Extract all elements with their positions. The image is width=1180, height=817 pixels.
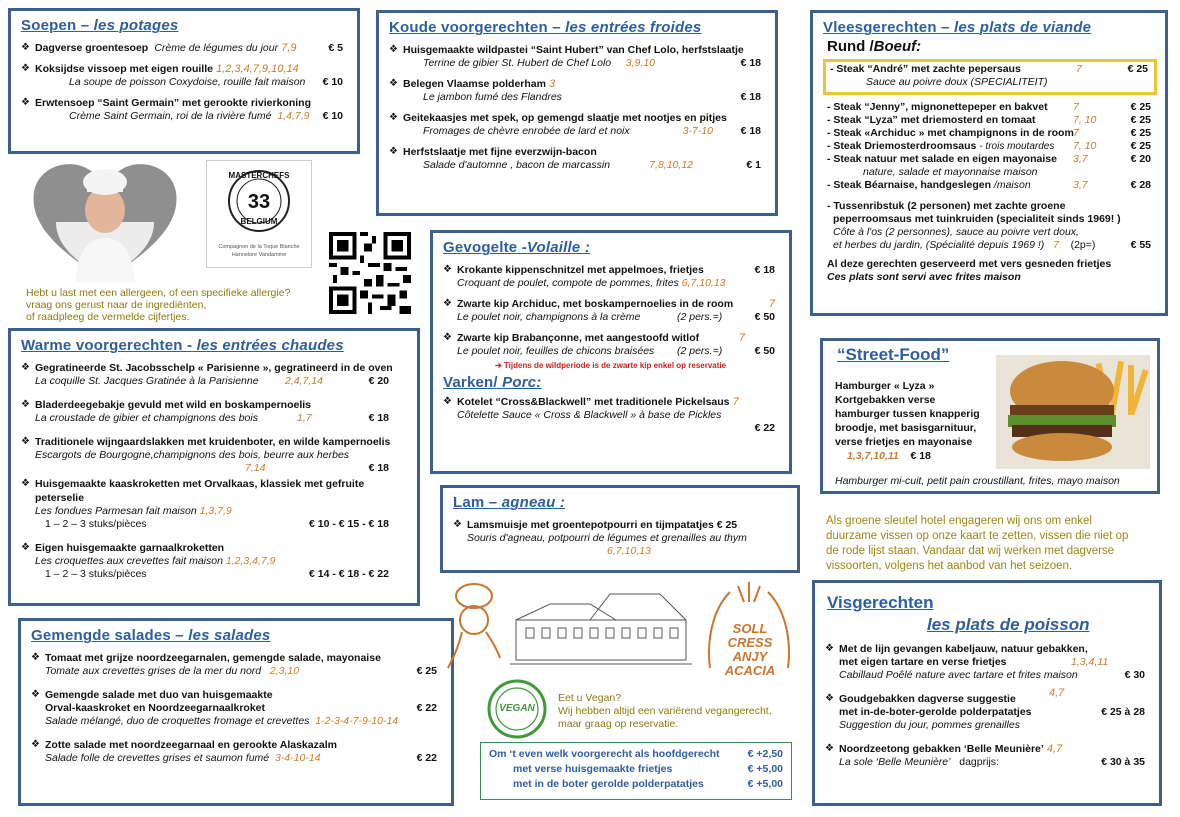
lamb-title: Lam – agneau : <box>453 494 566 511</box>
qr-code[interactable] <box>329 232 411 314</box>
poultry-section <box>430 230 792 474</box>
masterchefs-badge <box>206 160 312 268</box>
streetfood-title: “Street-Food” <box>837 345 950 364</box>
cold-starters-title: Koude voorgerechten – les entrées froides <box>389 19 702 36</box>
menu-item: ❖ Kotelet “Cross&Blackwell” met traditionele Pickelsaus 7 Côtelette Sauce « Cross & Blackwell » à base de Pickles € 22 <box>443 396 775 434</box>
menu-item: ❖ Geitekaasjes met spek, op gemengd slaatje met nootjes en pitjes Fromages de chèvre enrobée de lard et noix 3-7-10 € 18 <box>389 112 761 137</box>
menu-item: ❖ Bladerdeegebakje gevuld met wild en boskampernoelis La croustade de gibier et champignons des bois 1,7 € 18 <box>21 399 389 424</box>
salads-section <box>18 618 454 806</box>
menu-item: ❖ Zwarte kip Brabançonne, met aangestoofd witlof 7 Le poulet noir, feuilles de chicons braisées (2 pers.=) € 50 <box>443 332 775 357</box>
badge-line2: BELGIUM <box>240 217 278 226</box>
supplement-row: met verse huisgemaakte frietjes € +5,00 <box>513 763 783 775</box>
steak-row: - Steak «Archiduc » met champignons in de room 7 € 25 <box>827 127 1151 139</box>
menu-item: ❖ Huisgemaakte kaaskroketten met Orvalkaas, klassiek met gefruite peterselie Les fondues Parmesan fait maison 1,3,7,9 1 – 2 – 3 stuks/pièces € 10 - € 15 - € 18 <box>21 478 389 530</box>
warm-starters-title: Warme voorgerechten - les entrées chaudes <box>21 337 344 354</box>
acacia-logo-text: SOLL CRESS ANJY ACACIA <box>724 621 776 678</box>
fish-subtitle: les plats de poisson <box>927 615 1090 634</box>
menu-item: ❖ Dagverse groentesoep Crème de légumes du jour 7,9 € 5 <box>21 42 343 54</box>
menu-item: ❖ Met de lijn gevangen kabeljauw, natuur gebakken, met eigen tartare en verse frietjes 1,3,4,11 Cabillaud Poêlé nature avec tartare et frites maison € 30 <box>825 643 1145 681</box>
badge-number: 33 <box>247 191 271 213</box>
menu-item: ❖ Gemengde salade met duo van huisgemaakte Orval-kaaskroket en Noordzeegarnaalkroket € 22 Salade mélangé, duo de croquettes fromage et crevettes 1-2-3-4-7-9-10-14 <box>31 689 437 727</box>
supplements-box <box>480 742 792 800</box>
poultry-note: ➔ Tijdens de wildperiode is de zwarte kip enkel op reservatie <box>495 361 727 370</box>
vegan-note: Eet u Vegan? Wij hebben altijd een variërend vegangerecht, maar graag op reservatie. <box>558 692 772 730</box>
steak-row: - Steak Béarnaise, handgeslegen /maison 3,7 € 28 <box>827 179 1151 191</box>
badge-line1: MASTERCHEFS <box>228 171 290 180</box>
cold-starters-section <box>376 10 778 216</box>
badge-caption: Compagnon de la Toque Blanche Hannelore Vandamme <box>218 244 300 258</box>
menu-item: ❖ Tomaat met grijze noordzeegarnalen, gemengde salade, mayonaise Tomate aux crevettes grises de la mer du nord 2,3,10 € 25 <box>31 652 437 677</box>
rib-row: - Tussenribstuk (2 personen) met zachte groene <box>827 200 1066 212</box>
menu-item: ❖ Erwtensoep “Saint Germain” met gerookte rivierkoning Crème Saint Germain, roi de la rivière fumé 1,4,7,9 € 10 <box>21 97 343 122</box>
burger-photo <box>996 355 1150 469</box>
steak-row: - Steak Driemosterdroomsaus - trois moutardes 7, 10 € 25 <box>827 140 1151 152</box>
menu-item: ❖ Traditionele wijngaardslakken met kruidenboter, en wilde kampernoelis Escargots de Bourgogne,champignons des bois, beurre aux herbes 7,14 € 18 <box>21 436 391 474</box>
warm-starters-section <box>8 328 420 606</box>
fish-title: Visgerechten <box>827 593 934 612</box>
meat-title: Vleesgerechten – les plats de viande <box>823 19 1092 36</box>
pork-title: Varken/ Porc: <box>443 374 542 391</box>
meat-section: Vleesgerechten – les plats de viande Rund /Boeuf: - Steak “André” met zachte pepersaus 7 € 25 Sauce au poivre doux (SPECIALITEIT) - Steak “Jenny”, mignonettepeper en bakvet 7 € 25 - Steak “Lyza” met driemosterd en tomaat 7, 10 € 25 - Steak «Archiduc » met champignons in de room 7 € 25 - Steak Driemosterdroomsaus - trois moutardes 7, 10 € 25 - Steak natuur met salade en eigen mayonaise 3,7 € 20 nature, salade et mayonnaise maison - Steak Béarnaise, handgeslegen /maison 3,7 € 28 - Tussenribstuk (2 personen) met zachte groene peperroomsaus met tuinkruiden (specialiteit sinds 1969! ) Côte à l'os (2 personnes), sauce au poivre vert doux, et herbes du jardin, (Spécialité depuis 1969 !) 7 (2p=) € 55 Al deze gerechten geserveerd met vers gesneden frietjes Ces plats sont servi avec frites maison <box>810 10 1168 316</box>
menu-item: ❖ Herfstslaatje met fijne everzwijn-bacon Salade d'automne , bacon de marcassin 7,8,10,12 € 1 <box>389 146 761 171</box>
menu-item: ❖ Koksijdse vissoep met eigen rouille 1,2,3,4,7,9,10,14 La soupe de poisson Coxydoise, rouille fait maison € 10 <box>21 63 343 88</box>
steak-row: - Steak “Jenny”, mignonettepeper en bakvet 7 € 25 <box>827 101 1151 113</box>
supplement-row: Om ‘t even welk voorgerecht als hoofdgerecht € +2,50 <box>489 748 783 760</box>
menu-item: ❖ Noordzeetong gebakken ‘Belle Meunière’ 4,7 La sole ‘Belle Meunière’ dagprijs: € 30 à 35 <box>825 743 1145 768</box>
menu-item: ❖ Belegen Vlaamse polderham 3 Le jambon fumé des Flandres € 18 <box>389 78 761 103</box>
fish-section <box>812 580 1162 806</box>
menu-item: ❖ Goudgebakken dagverse suggestie 4,7 met in-de-boter-gerolde polderpatatjes € 25 à 28 Suggestion du jour, pommes grenailles <box>825 687 1145 731</box>
vegan-badge-label: VEGAN <box>499 703 535 714</box>
soups-section <box>8 8 360 154</box>
menu-item: ❖ Zotte salade met noordzeegarnaal en gerookte Alaskazalm Salade folle de crevettes grises et saumon fumé 3-4-10-14 € 22 <box>31 739 437 764</box>
hotel-sketch <box>440 572 700 672</box>
soups-title: Soepen – les potages <box>21 17 179 34</box>
special-steak: - Steak “André” met zachte pepersaus 7 € 25 Sauce au poivre doux (SPECIALITEIT) <box>823 59 1157 95</box>
menu-item: ❖ Krokante kippenschnitzel met appelmoes, frietjes € 18 Croquant de poulet, compote de pommes, frites 6,7,10,13 <box>443 264 775 289</box>
menu-item: ❖ Eigen huisgemaakte garnaalkroketten Les croquettes aux crevettes fait maison 1,2,3,4,7,9 1 – 2 – 3 stuks/pièces € 14 - € 18 - € 22 <box>21 542 389 580</box>
streetfood-section: “Street-Food” Hamburger « Lyza » Kortgebakken verse hamburger tussen knapperig broodje, met basisgarnituur, verse frietjes en mayonaise 1,3,7,10,11 € 18 Hamburger mi-cuit, petit pain croustillant, frites, mayo maison <box>820 338 1160 494</box>
steak-row: - Steak “Lyza” met driemosterd en tomaat 7, 10 € 25 <box>827 114 1151 126</box>
menu-item: ❖ Lamsmuisje met groentepotpourri en tijmpatatjes € 25 Souris d'agneau, potpourri de légumes et grenailles au thym 6,7,10,13 <box>453 519 747 557</box>
steak-row: - Steak natuur met salade en eigen mayonaise 3,7 € 20 <box>827 153 1151 165</box>
green-key-note: Als groene sleutel hotel engageren wij ons om enkel duurzame vissen op onze kaart te zetten, vissen die niet op de rode lijst staan. Vandaar dat wij werken met dagverse vissoorten, volgens het aanbod van het seizoen. <box>826 515 1129 572</box>
supplement-row: met in de boter gerolde polderpatatjes € +5,00 <box>513 778 783 790</box>
meat-subtitle: Rund /Boeuf: <box>827 38 922 55</box>
salads-title: Gemengde salades – les salades <box>31 627 271 644</box>
allergy-note: Hebt u last met een allergeen, of een specifieke allergie? vraag ons gerust naar de ingrediënten, of raadpleeg de vermelde cijfertjes. <box>26 287 291 323</box>
menu-item: ❖ Zwarte kip Archiduc, met boskampernoelies in de room 7 Le poulet noir, champignons à la crème (2 pers.=) € 50 <box>443 298 775 323</box>
menu-item: ❖ Huisgemaakte wildpastei “Saint Hubert” van Chef Lolo, herfstslaatje Terrine de gibier St. Hubert de Chef Lolo 3,9,10 € 18 <box>389 44 761 69</box>
menu-item: ❖ Gegratineerde St. Jacobsschelp « Parisienne », gegratineerd in de oven La coquille St. Jacques Gratinée à la Parisienne 2,4,7,14 € 20 <box>21 362 393 387</box>
chef-photo <box>30 158 180 282</box>
poultry-title: Gevogelte -Volaille : <box>443 239 591 256</box>
lamb-section <box>440 485 800 573</box>
